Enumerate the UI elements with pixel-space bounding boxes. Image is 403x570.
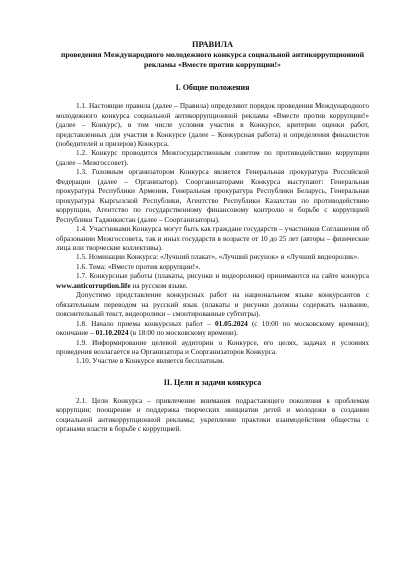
document-subtitle: проведения Международного молодежного конкурса социальной антикоррупционной рекламы «Вместе против коррупции!» (60, 50, 365, 69)
paragraph-1-6: 1.6. Тема: «Вместе против коррупции!». (76, 261, 201, 271)
paragraph-1-9: 1.9. Информирование целевой аудитории о Конкурсе, его целях, задачах и условиях проведения возлагается на Организатора и Соорганизаторов Конкурса. (56, 337, 369, 356)
paragraph-1-7: 1.7. Конкурсные работы (плакаты, рисунки и видеоролики) принимаются на сайте конкурса www.anticorruption.life на русском языке. (56, 271, 369, 290)
bold-fragment: www.anticorruption.life (56, 280, 131, 290)
paragraph-1-1: 1.1. Настоящие правила (далее – Правила) определяют порядок проведения Международного молодежного конкурса социальной антикоррупционной рекламы «Вместе против коррупции!» (далее – Конкурс), в том числе условия участия в Конкурсе, критерии оценки работ, представленных для участия в Конкурсе (далее – Конкурсная работа) и определения финалистов (победителей и призеров) Конкурса. (56, 101, 369, 148)
paragraph-1-8: 1.8. Начало приема конкурсных работ – 01.05.2024 (с 10:00 по московскому времени); окончание – 01.10.2024 (в 18:00 по московскому времени). (56, 318, 369, 338)
document-title: ПРАВИЛА (192, 40, 233, 49)
paragraph-1-3: 1.3. Головным организатором Конкурса является Генеральная прокуратура Российской Федерации (далее – Организатор). Соорганизаторами Конкурса выступают: Генеральная прокуратура Республики Армения, Генеральная прокуратура Республики Беларусь, Генеральная прокуратура Кыргызской Республики, Агентство Республики Казахстан по противодействию коррупции, Агентство по государственному финансовому контролю и борьбе с коррупцией Республики Таджикистан (далее – Соорганизаторы). (56, 167, 369, 224)
paragraph-1-4: 1.4. Участниками Конкурса могут быть как граждане государств – участников Соглашения об образовании Межгоссовета, так и иных государств в возрасте от 10 до 25 лет (авторы – физические лица или творческие коллективы). (56, 224, 369, 252)
paragraph-2-1: 2.1. Цели Конкурса – привлечение внимания подрастающего поколения к проблемам коррупции; поощрение и поддержка творческих инициатив детей и молодежи в создании социальной антикоррупционной рекламы; укрепление практики взаимодействия общества с органами власти в борьбе с коррупцией. (56, 395, 369, 434)
bold-fragment: 01.10.2024 (95, 328, 129, 338)
bold-fragment: 01.05.2024 (214, 318, 248, 328)
paragraph-1-7-note: Допустимо представление конкурсных работ на национальном языке конкурсантов с обязательным переводом на русский язык (плакаты и рисунки должны содержать название, пояснительный текст, видеоролики – смонтированные субтитры). (56, 290, 369, 319)
section-heading-goals: II. Цели и задачи конкурса (163, 377, 262, 387)
section-heading-general: I. Общие положения (175, 83, 250, 93)
paragraph-1-5: 1.5. Номинации Конкурса: «Лучший плакат», «Лучший рисунок» и «Лучший видеоролик». (76, 252, 360, 262)
paragraph-1-10: 1.10. Участие в Конкурсе является бесплатным. (76, 356, 225, 366)
paragraph-1-2: 1.2. Конкурс проводится Межгосударственным советом по противодействию коррупции (далее – Межгоссовет). (56, 148, 369, 167)
